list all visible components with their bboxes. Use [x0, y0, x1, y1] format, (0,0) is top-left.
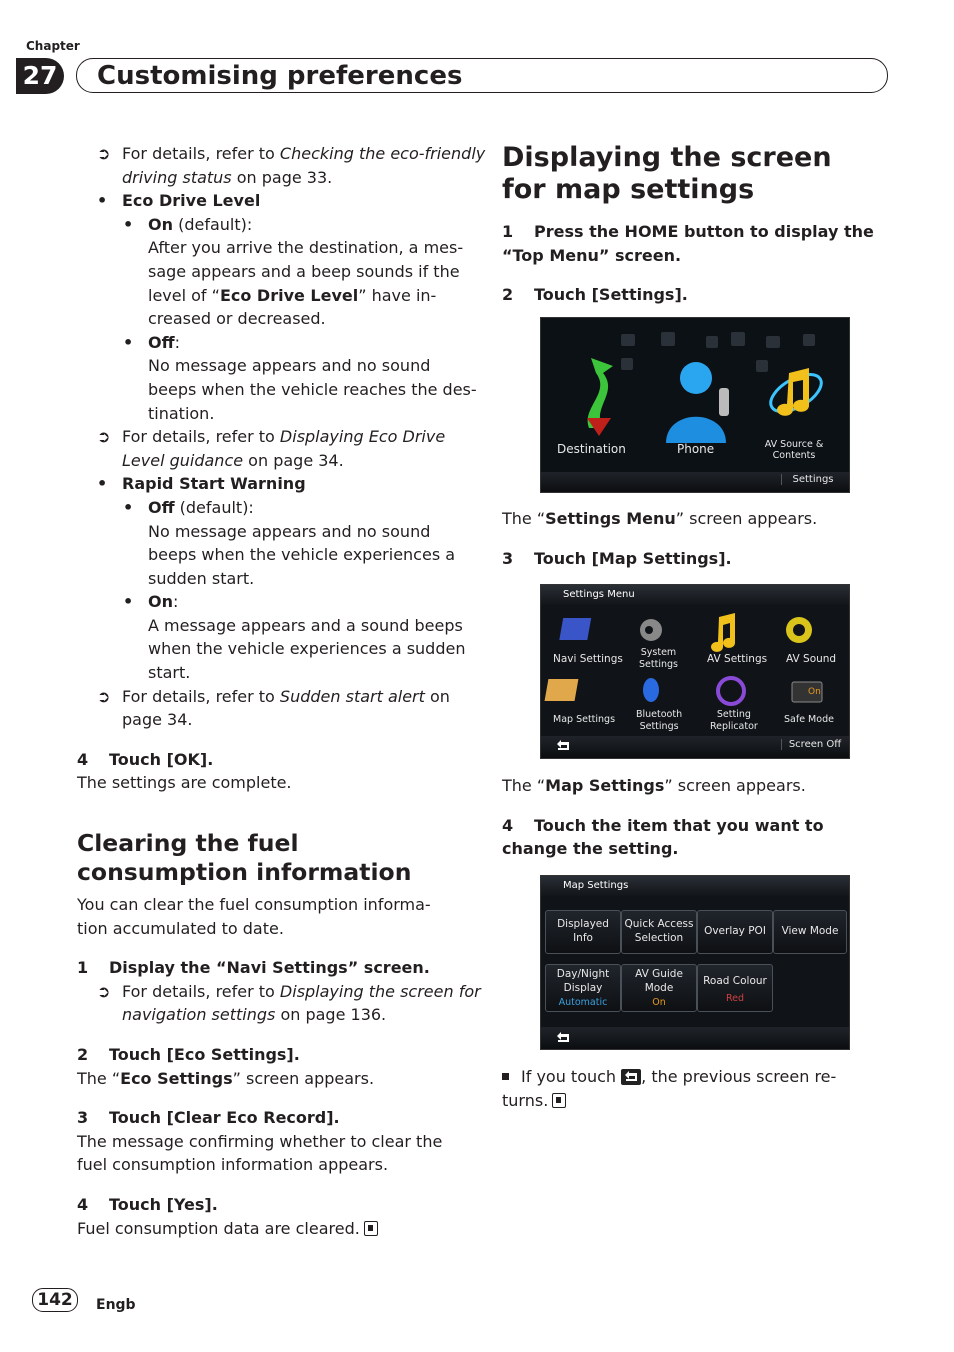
sub-bullet: • On (default): [123, 214, 253, 234]
system-settings-tile[interactable]: System Settings [639, 647, 678, 670]
step-body: The “Eco Settings” screen appears. [77, 1068, 375, 1088]
settings-menu-icons [541, 585, 849, 758]
step-body: The “Settings Menu” screen appears. [502, 509, 818, 528]
view-mode-tile[interactable]: View Mode [773, 910, 847, 954]
setting-replicator-tile[interactable]: Setting Replicator [710, 709, 758, 732]
option-description: A message appears and a sound beeps when the vehicle experiences a sudden start. [148, 615, 466, 683]
chapter-title: Customising preferences [97, 61, 463, 91]
step-heading: 3 Touch [Clear Eco Record]. [77, 1108, 340, 1128]
av-guide-mode-tile[interactable]: AV Guide Mode On [621, 964, 697, 1012]
av-source-label[interactable]: AV Source & Contents [764, 439, 824, 461]
av-settings-tile[interactable]: AV Settings [707, 653, 768, 665]
destination-label[interactable]: Destination [557, 442, 626, 456]
step-body: Fuel consumption data are cleared. [77, 1217, 467, 1241]
right-column-3 [502, 774, 872, 861]
map-settings-screenshot [540, 875, 850, 1050]
option-description: No message appears and no sound beeps when the vehicle reaches the des- tination. [148, 356, 477, 423]
step-body: The settings are complete. [77, 773, 292, 793]
step-heading: 2 Touch [Eco Settings]. [77, 1045, 300, 1064]
back-icon [621, 1069, 641, 1085]
sub-bullet: • Off (default): [123, 497, 254, 517]
page-number: 142 [32, 1288, 78, 1312]
arrow-icon: ➲ [97, 981, 111, 1001]
arrow-icon: ➲ [97, 144, 111, 163]
safe-mode-on-tag: On [808, 687, 821, 697]
step-body: The “Map Settings” screen appears. [502, 776, 806, 795]
arrow-icon: ➲ [97, 427, 111, 447]
right-column [502, 142, 872, 307]
note-square-icon [502, 1073, 509, 1080]
right-column-2 [502, 507, 872, 570]
end-mark-icon [552, 1093, 566, 1108]
settings-menu-screenshot [540, 584, 850, 759]
displayed-info-tile[interactable]: Displayed Info [545, 910, 621, 954]
overlay-poi-tile[interactable]: Overlay POI [697, 910, 773, 954]
step-heading: 4 Touch [OK]. [77, 749, 214, 769]
section-heading: Displaying the screen for map settings [502, 142, 832, 205]
top-menu-screenshot [540, 317, 850, 493]
step-body: The message confirming whether to clear the fuel consumption information appears. [77, 1131, 443, 1175]
step-heading: 3 Touch [Map Settings]. [502, 548, 732, 568]
arrow-icon: ➲ [97, 686, 111, 706]
top-menu-graphics [541, 318, 849, 492]
bullet-item: • Eco Drive Level [97, 191, 261, 211]
step-heading: 2 Touch [Settings]. [502, 285, 688, 305]
map-settings-header: Map Settings [541, 876, 849, 896]
sub-bullet: • Off: [123, 332, 180, 352]
av-sound-tile[interactable]: AV Sound [786, 653, 837, 665]
section-intro: You can clear the fuel consumption informa- tion accumulated to date. [77, 895, 431, 938]
back-icon[interactable] [555, 1032, 571, 1044]
note: If you touch , the previous screen re- turns. [502, 1067, 837, 1110]
sub-bullet: • On: [123, 592, 179, 612]
road-colour-tile[interactable]: Road Colour Red [697, 964, 773, 1012]
day-night-tile[interactable]: Day/Night Display Automatic [545, 964, 621, 1012]
option-description: After you arrive the destination, a mes- sage appears and a beep sounds if the level of “Eco Drive Level” have in- creased or decreased. [148, 238, 464, 329]
language-code: Engb [96, 1297, 136, 1313]
map-settings-tile[interactable]: Map Settings [553, 714, 616, 725]
quick-access-tile[interactable]: Quick Access Selection [621, 910, 697, 954]
navi-settings-tile[interactable]: Navi Settings [553, 653, 623, 665]
option-description: No message appears and no sound beeps when the vehicle experiences a sudden start. [148, 521, 456, 588]
bluetooth-settings-tile[interactable]: Bluetooth Settings [636, 709, 683, 732]
step-heading: 4 Touch [Yes]. [77, 1194, 218, 1214]
step-heading: 1 Display the “Navi Settings” screen. [77, 958, 430, 978]
reference-note: ➲ For details, refer to Checking the eco-friendly driving status on page 33. [97, 144, 486, 187]
phone-label[interactable]: Phone [677, 442, 715, 456]
back-icon[interactable] [555, 740, 571, 752]
settings-menu-header: Settings Menu [541, 585, 849, 605]
bullet-item: • Rapid Start Warning [97, 474, 306, 494]
reference-note: ➲ For details, refer to Sudden start alert on page 34. [97, 686, 450, 730]
section-heading: Clearing the fuel consumption information [77, 829, 412, 887]
chapter-number: 27 [16, 58, 64, 94]
chapter-label: Chapter [26, 39, 80, 53]
step-heading: 4 Touch the item that you want to change the setting. [502, 815, 824, 859]
safe-mode-tile[interactable]: Safe Mode [784, 714, 834, 725]
step-heading: 1 Press the HOME button to display the “Top Menu” screen. [502, 222, 874, 265]
reference-note: ➲ For details, refer to Displaying Eco Drive Level guidance on page 34. [97, 427, 446, 470]
screen-off-button[interactable]: Screen Off [781, 739, 848, 750]
reference-note: ➲ For details, refer to Displaying the screen for navigation settings on page 136. [97, 981, 481, 1025]
end-mark-icon [364, 1221, 378, 1236]
settings-button[interactable]: Settings [781, 474, 844, 485]
left-column [77, 142, 486, 1240]
